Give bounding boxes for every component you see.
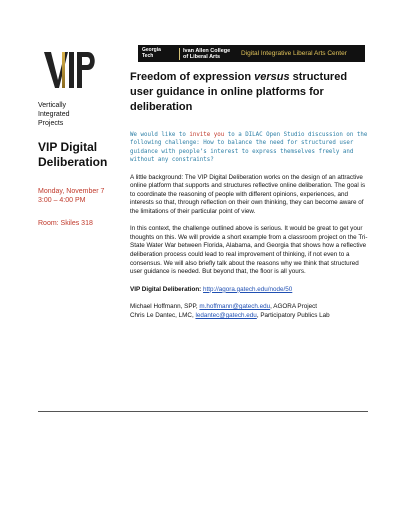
college-line-2: of Liberal Arts (183, 53, 221, 60)
invite-pre: We would like to (130, 132, 190, 138)
contact-1-post: , AGORA Project (270, 303, 318, 311)
vip-logo (44, 50, 100, 90)
title-emphasis: versus (254, 71, 290, 83)
event-room: Room: Skiles 318 (38, 219, 93, 227)
footer-divider (38, 411, 368, 412)
program-line-2: Integrated (38, 111, 70, 119)
program-name (38, 101, 110, 129)
contact-2-email-link[interactable]: ledantec@gatech.edu (195, 311, 257, 319)
event-title (130, 70, 370, 115)
project-title-line-1: VIP Digital (38, 139, 98, 154)
event-date: Monday, November 7 (38, 187, 105, 195)
event-time: 3:00 – 4:00 PM (38, 197, 86, 205)
program-line-1: Vertically (38, 102, 67, 109)
event-datetime (38, 187, 110, 206)
contact-1-pre: Michael Hoffmann, SPP, (130, 303, 200, 311)
georgia-tech-wordmark (138, 48, 176, 59)
invitation-text (130, 131, 370, 165)
project-link-label: VIP Digital Deliberation: (130, 285, 204, 293)
contact-2-pre: Chris Le Dantec, LMC, (130, 311, 196, 319)
center-name: Digital Integrative Liberal Arts Center (241, 50, 347, 57)
project-link-line (130, 286, 370, 295)
program-line-3: Projects (38, 120, 64, 128)
contacts (130, 303, 370, 320)
header-band (138, 45, 365, 62)
main-content (130, 70, 370, 321)
contact-hoffmann (130, 303, 370, 312)
ga-line-1: Georgia (142, 47, 161, 53)
context-paragraph: In this context, the challenge outlined above is serious. It would be great to get your thoughts on this. We will provide a short example from a classroom project on the Tri-State Water War between Florida, Alabama, and Georgia that shows how a reflective deliberation process could lead to real improvement of thinking, if not even to a consensus. We will also briefly talk about the reasons why we think that structured user guidance is needed. But beyond that, the floor is all yours. (130, 225, 368, 276)
project-link[interactable]: http://agora.gatech.edu/node/50 (203, 285, 293, 293)
college-name (183, 48, 239, 60)
invite-highlight: invite you (189, 132, 225, 138)
project-title-line-2: Deliberation (38, 154, 108, 169)
project-title (38, 140, 110, 170)
invite-post: to a DILAC Open Studio discussion on the following challenge: How to balance the need for structured user guidance with people’s interest to express themselves freely and without any constraints? (130, 132, 368, 164)
header-divider (179, 48, 180, 60)
contact-2-post: , Participatory Publics Lab (256, 311, 330, 319)
contact-1-email-link[interactable]: m.hoffmann@gatech.edu (199, 303, 271, 311)
ga-line-2: Tech (142, 52, 154, 59)
left-sidebar (38, 101, 110, 228)
title-part-2: structured user guidance in online platforms for deliberation (130, 71, 348, 113)
college-line-1: Ivan Allen College (183, 47, 231, 54)
background-paragraph: A little background: The VIP Digital Deliberation works on the design of an attractive online platform that supports and structures reflective online deliberation. The goal is to coordinate the reasoning of people with different opinions, experiences, and interests so that, through reflection on their own thinking, they can become aware of the limitations of their particular point of view. (130, 173, 366, 215)
title-part-1: Freedom of expression (130, 71, 255, 83)
contact-ledantec (130, 312, 370, 321)
